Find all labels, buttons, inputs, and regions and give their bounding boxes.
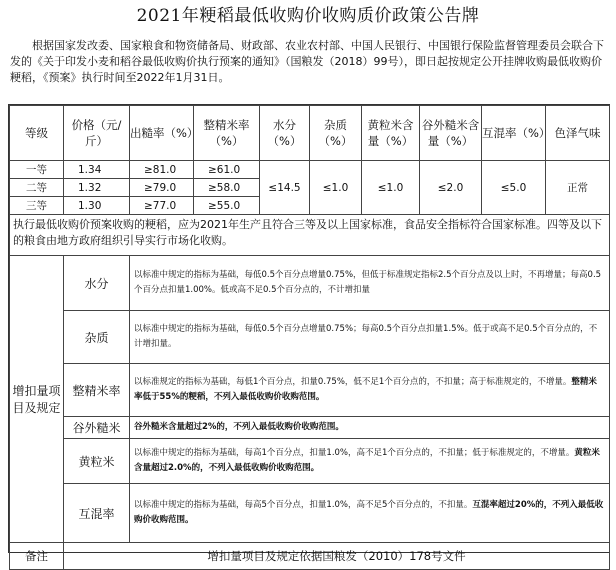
header-mixed: 互混率（%） [482,106,546,161]
deduction-item-name: 水分 [64,256,130,311]
deduction-rule [130,256,610,311]
deduction-row [10,256,610,311]
rule-bold-text: 整精米率低于55%的粳稻，不列入最低收购价收购范围。 [134,377,597,402]
deduction-rule [130,484,610,543]
shared-impurity: ≤1.0 [310,161,362,215]
deduction-rule [130,439,610,484]
rule-bold-text: 黄粒米含量超过2.0%的，不列入最低收购价收购范围。 [134,448,600,473]
shared-color-smell: 正常 [546,161,610,215]
deduction-row [10,364,610,417]
shared-mixed: ≤5.0 [482,161,546,215]
deduction-row [10,484,610,543]
deduction-rule [130,311,610,364]
rule-text: 以标准规定的指标为基础，每低1个百分点，扣量0.75%，低不足1个百分点的，不扣量；高于标准规定的，不增量。 [134,377,572,387]
shared-yellow-kernel: ≤1.0 [362,161,420,215]
policy-table-frame [8,104,610,563]
grade-milled: ≥58.0 [194,179,260,197]
deduction-item-name: 整精米率 [64,364,130,417]
header-row [10,106,610,161]
deduction-item-name: 互混率 [64,484,130,543]
price-policy-table [9,105,610,570]
note-text: 执行最低收购价预案收购的粳稻，应为2021年生产且符合三等及以上国家标准，食品安全指标符合国家标准。四等及以下的粮食由地方政府组织引导实行市场化收购。 [10,215,610,256]
rule-text: 以标准中规定的指标为基础，每低0.5个百分点增量0.75%，但低于标准规定指标2.5个百分点及以上时，不再增量；每高0.5个百分点扣量1.00%。低或高不足0.5个百分点的，不计增扣量 [134,270,602,295]
grade-milled: ≥61.0 [194,161,260,179]
deduction-rule [130,364,610,417]
header-impurity: 杂质（%） [310,106,362,161]
header-foreign-rice: 谷外糙米含量（%） [420,106,482,161]
grade-milled: ≥55.0 [194,197,260,215]
header-yellow-kernel: 黄粒米含量（%） [362,106,420,161]
rule-bold-text: 谷外糙米含量超过2%的，不列入最低收购价收购范围。 [134,422,344,432]
rule-text: 以标准中规定的指标为基础，每低0.5个百分点增量0.75%；每高0.5个百分点扣量1.5%。低于或高不足0.5个百分点的，不计增扣量。 [134,324,598,349]
grade-outturn: ≥79.0 [130,179,194,197]
page-title: 2021年粳稻最低收购价收购质价政策公告牌 [136,6,480,26]
header-price: 价格（元/斤） [64,106,130,161]
grade-row [10,161,610,179]
deduction-row [10,439,610,484]
intro-paragraph: 根据国家发改委、国家粮食和物资储备局、财政部、农业农村部、中国人民银行、中国银行保险监督管理委员会联合下发的《关于印发小麦和稻谷最低收购价执行预案的通知》（国粮发（2018）99号），即日起按规定公开挂牌收购最低收购价粳稻，《预案》执行时间至2022年1月31日。 [10,39,604,84]
shared-foreign-rice: ≤2.0 [420,161,482,215]
rule-text: 以标准中规定的指标为基础，每高5个百分点，扣量1.0%，高不足5个百分点的，不扣量。 [134,500,473,510]
deduction-item-name: 谷外糙米 [64,417,130,439]
header-milled-rice: 整精米率（%） [194,106,260,161]
grade-name: 三等 [10,197,64,215]
grade-name: 一等 [10,161,64,179]
grade-price: 1.32 [64,179,130,197]
header-grade: 等级 [10,106,64,161]
deduction-rule [130,417,610,439]
grade-outturn: ≥81.0 [130,161,194,179]
note-row [10,215,610,256]
deduction-item-name: 杂质 [64,311,130,364]
grade-price: 1.34 [64,161,130,179]
remark-row [10,543,610,570]
rule-text: 以标准中规定的指标为基础，每高1个百分点，扣量1.0%，高不足1个百分点的，不扣量；低于标准规定的，不增量。 [134,448,575,458]
deduction-row [10,311,610,364]
header-moisture: 水分（%） [260,106,310,161]
grade-outturn: ≥77.0 [130,197,194,215]
remark-text: 增扣量项目及规定依据国粮发（2010）178号文件 [64,543,610,570]
rule-bold-text: 互混率超过20%的，不列入最低收购价收购范围。 [134,500,604,525]
header-color-smell: 色泽气味 [546,106,610,161]
deduction-item-name: 黄粒米 [64,439,130,484]
grade-price: 1.30 [64,197,130,215]
remark-label: 备注 [10,543,64,570]
grade-name: 二等 [10,179,64,197]
deduction-label: 增扣量项目及规定 [10,256,64,543]
shared-moisture: ≤14.5 [260,161,310,215]
header-outturn: 出糙率（%） [130,106,194,161]
deduction-row [10,417,610,439]
